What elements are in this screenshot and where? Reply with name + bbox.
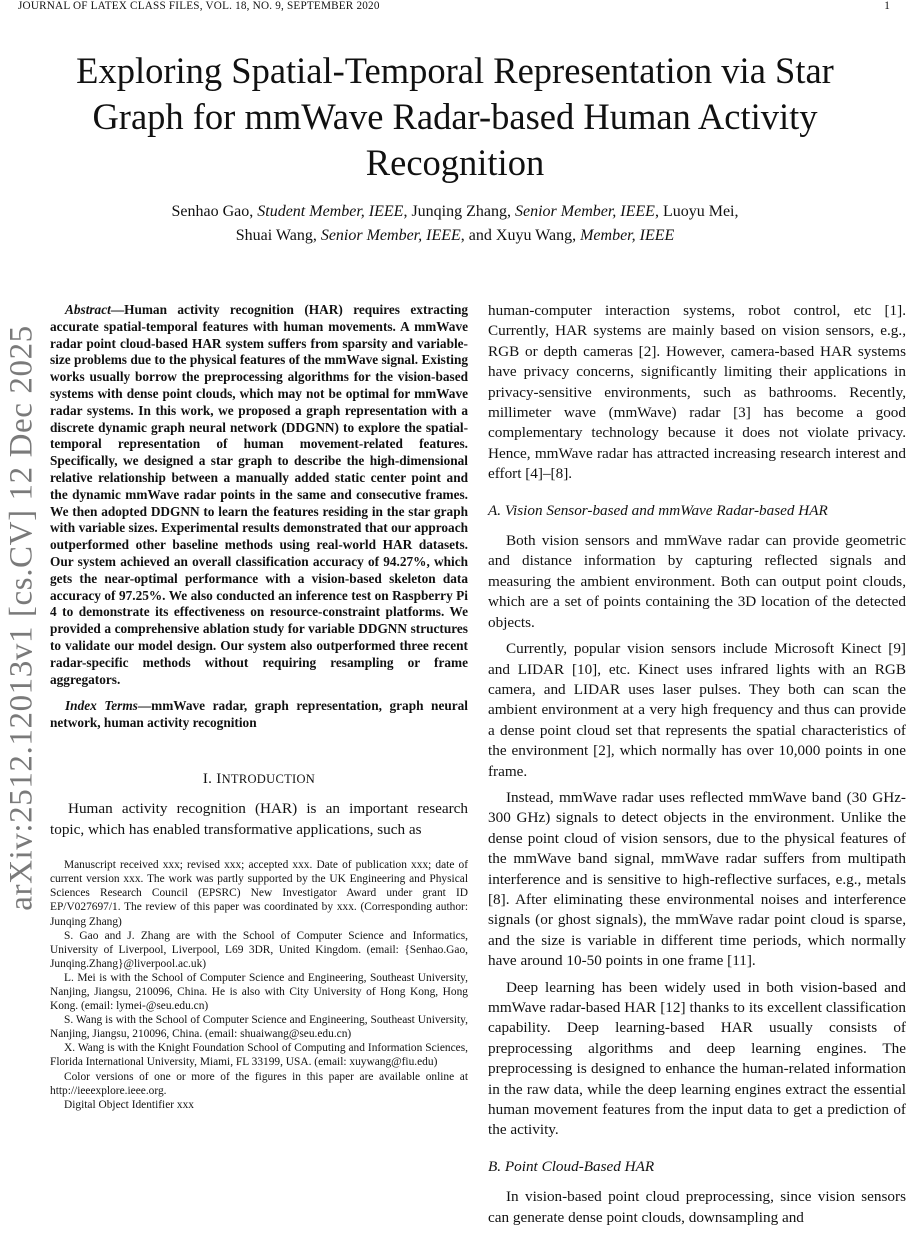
author-name: , and Xuyu Wang, xyxy=(460,227,581,244)
index-terms-label: Index Terms xyxy=(65,698,138,714)
author-name: Senhao Gao, xyxy=(171,203,258,220)
arxiv-stamp xyxy=(0,318,44,918)
abstract-label: Abstract xyxy=(65,302,111,317)
footnote: Digital Object Identifier xxx xyxy=(64,1098,195,1111)
author-role: Student Member, IEEE xyxy=(257,203,404,220)
footnote: S. Gao and J. Zhang are with the School of Computer Science and Informatics, University of Liverpool, Liverpool, L69 3DR, United Kingdom. (email: {Senhao.Gao, Junqing.Zhang}@liverpool.ac.uk) xyxy=(50,929,468,970)
author-list xyxy=(40,200,870,248)
page-number: 1 xyxy=(884,0,890,12)
footnote: S. Wang is with the School of Computer Science and Engineering, Southeast University, Nanjing, Jiangsu, 210096, China. (email: shuaiwang@seu.edu.cn) xyxy=(50,1014,468,1041)
author-role: Senior Member, IEEE xyxy=(514,203,655,220)
subsection-heading-b: B. Point Cloud-Based HAR xyxy=(488,1157,655,1175)
body-paragraph: In vision-based point cloud preprocessing, since vision sensors can generate dense point clouds, downsampling and xyxy=(488,1188,906,1226)
index-terms-text: —mmWave radar, graph representation, graph neural network, human activity recognition xyxy=(50,698,468,731)
footnote: Color versions of one or more of the figures in this paper are available online at http://ieeexplore.ieee.org. xyxy=(50,1070,468,1097)
author-name: , Luoyu Mei, xyxy=(654,203,739,220)
right-column xyxy=(488,301,906,1234)
paper-title: Exploring Spatial-Temporal Representation via Star Graph for mmWave Radar-based Human Activity Recognition xyxy=(76,50,834,183)
left-column xyxy=(50,302,468,1112)
author-role: Member, IEEE xyxy=(580,227,675,244)
footnote: Manuscript received xxx; revised xxx; accepted xxx. Date of publication xxx; date of current version xxx. The work was partly supported by the UK Engineering and Physical Sciences Research Council (EPSRC) New Investigator Award under grant ID EP/V027697/1. The review of this paper was coordinated by xxx. (Corresponding author: Junqing Zhang) xyxy=(50,859,468,928)
abstract-text: —Human activity recognition (HAR) requires extracting accurate spatial-temporal features with human movements. A mmWave radar point cloud-based HAR system suffers from sparsity and variable-size problems due to the physical features of the mmWave signal. Existing works usually borrow the preprocessing algorithms for the vision-based systems with dense point clouds, which may not be optimal for mmWave radar systems. In this work, we proposed a graph representation with a discrete dynamic graph neural network (DDGNN) to explore the spatial-temporal representation of human movement-related features. Specifically, we designed a star graph to describe the high-dimensional relative relationship between a manually added static center point and the dynamic mmWave radar points in the same and consecutive frames. We then adopted DDGNN to learn the features residing in the star graph with variable sizes. Experimental results demonstrated that our approach outperformed other baseline methods using real-world HAR datasets. Our system achieved an overall classification accuracy of 94.27%, which gets the near-optimal performance with a vision-based skeleton data accuracy of 97.25%. We also conducted an inference test on Raspberry Pi 4 to demonstrate its effectiveness on resource-constraint platforms. We provided a comprehensive ablation study for variable DDGNN structures to validate our model design. Our system also outperformed three recent radar-specific methods without requiring resampling or frame aggregators. xyxy=(50,302,468,687)
footnotes xyxy=(50,858,468,1112)
body-paragraph: Both vision sensors and mmWave radar can provide geometric and distance information by capturing reflected signals and measuring the ambient environment. Both can output point clouds, which are a set of points containing the 3D location of the detected objects. xyxy=(488,532,906,631)
body-paragraph: Deep learning has been widely used in both vision-based and mmWave radar-based HAR [12] thanks to its excellent classification capability. Deep learning-based HAR usually consists of preprocessing algorithms and deep learning engines. The preprocessing is designed to enhance the human-related information in the raw data, while the deep learning engines extract the essential human movement features from the input data to get a prediction of the activity. xyxy=(488,978,906,1139)
arxiv-stamp-text: arXiv:2512.12013v1 [cs.CV] 12 Dec 2025 xyxy=(3,325,40,911)
section-heading-introduction: I. INTRODUCTION xyxy=(202,770,316,787)
body-paragraph: Instead, mmWave radar uses reflected mmWave band (30 GHz-300 GHz) signals to detect objects in the environment. Unlike the dense point cloud of vision sensors, due to the physical features of the mmWave band signal, mmWave radar suffers from multipath interference and is sensitive to high-reflective surfaces, e.g., metals [8]. After eliminating these environmental noises and interference signals (or ghost signals), the mmWave radar point cloud is sparse, and the size is variable in different time periods, which normally have around 10-50 points in one frame [11]. xyxy=(488,788,906,970)
index-terms xyxy=(50,698,468,732)
intro-paragraph: Human activity recognition (HAR) is an important research topic, which has enabled transformative applications, such as xyxy=(50,800,468,838)
subsection-heading-a: A. Vision Sensor-based and mmWave Radar-based HAR xyxy=(488,501,828,519)
journal-header: JOURNAL OF LATEX CLASS FILES, VOL. 18, NO. 9, SEPTEMBER 2020 xyxy=(18,0,380,12)
body-paragraph: Currently, popular vision sensors include Microsoft Kinect [9] and LIDAR [10], etc. Kinect uses infrared lights with an RGB camera, and LIDAR uses laser pulses. They both can scan the ambient environment at a very high frequency and thus can provide a dense point cloud set that represents the spatial characteristics of the environment [2], which normally has over 10,000 points in one frame. xyxy=(488,640,906,780)
body-paragraph: human-computer interaction systems, robot control, etc [1]. Currently, HAR systems are mainly based on vision sensors, e.g., RGB or depth cameras [2]. However, camera-based HAR systems have privacy concerns, significantly limiting their applications in privacy-sensitive environments, such as bathrooms. Recently, millimeter wave (mmWave) radar [3] has become a good complementary technology because it does not violate privacy. Hence, mmWave radar has attracted increasing research interest and effort [4]–[8]. xyxy=(488,302,906,483)
running-header xyxy=(18,0,890,12)
footnote: L. Mei is with the School of Computer Science and Engineering, Southeast University, Nanjing, Jiangsu, 210096, China. He is also with City University of Hong Kong, Hong Kong. (email: lymei-@seu.edu.cn) xyxy=(50,971,468,1013)
footnote: X. Wang is with the Knight Foundation School of Computing and Information Sciences, Florida International University, Miami, FL 33199, USA. (email: xuywang@fiu.edu) xyxy=(50,1042,468,1069)
author-name: Shuai Wang, xyxy=(235,227,321,244)
author-role: Senior Member, IEEE xyxy=(320,227,461,244)
author-name: , Junqing Zhang, xyxy=(403,203,515,220)
abstract xyxy=(50,302,468,688)
